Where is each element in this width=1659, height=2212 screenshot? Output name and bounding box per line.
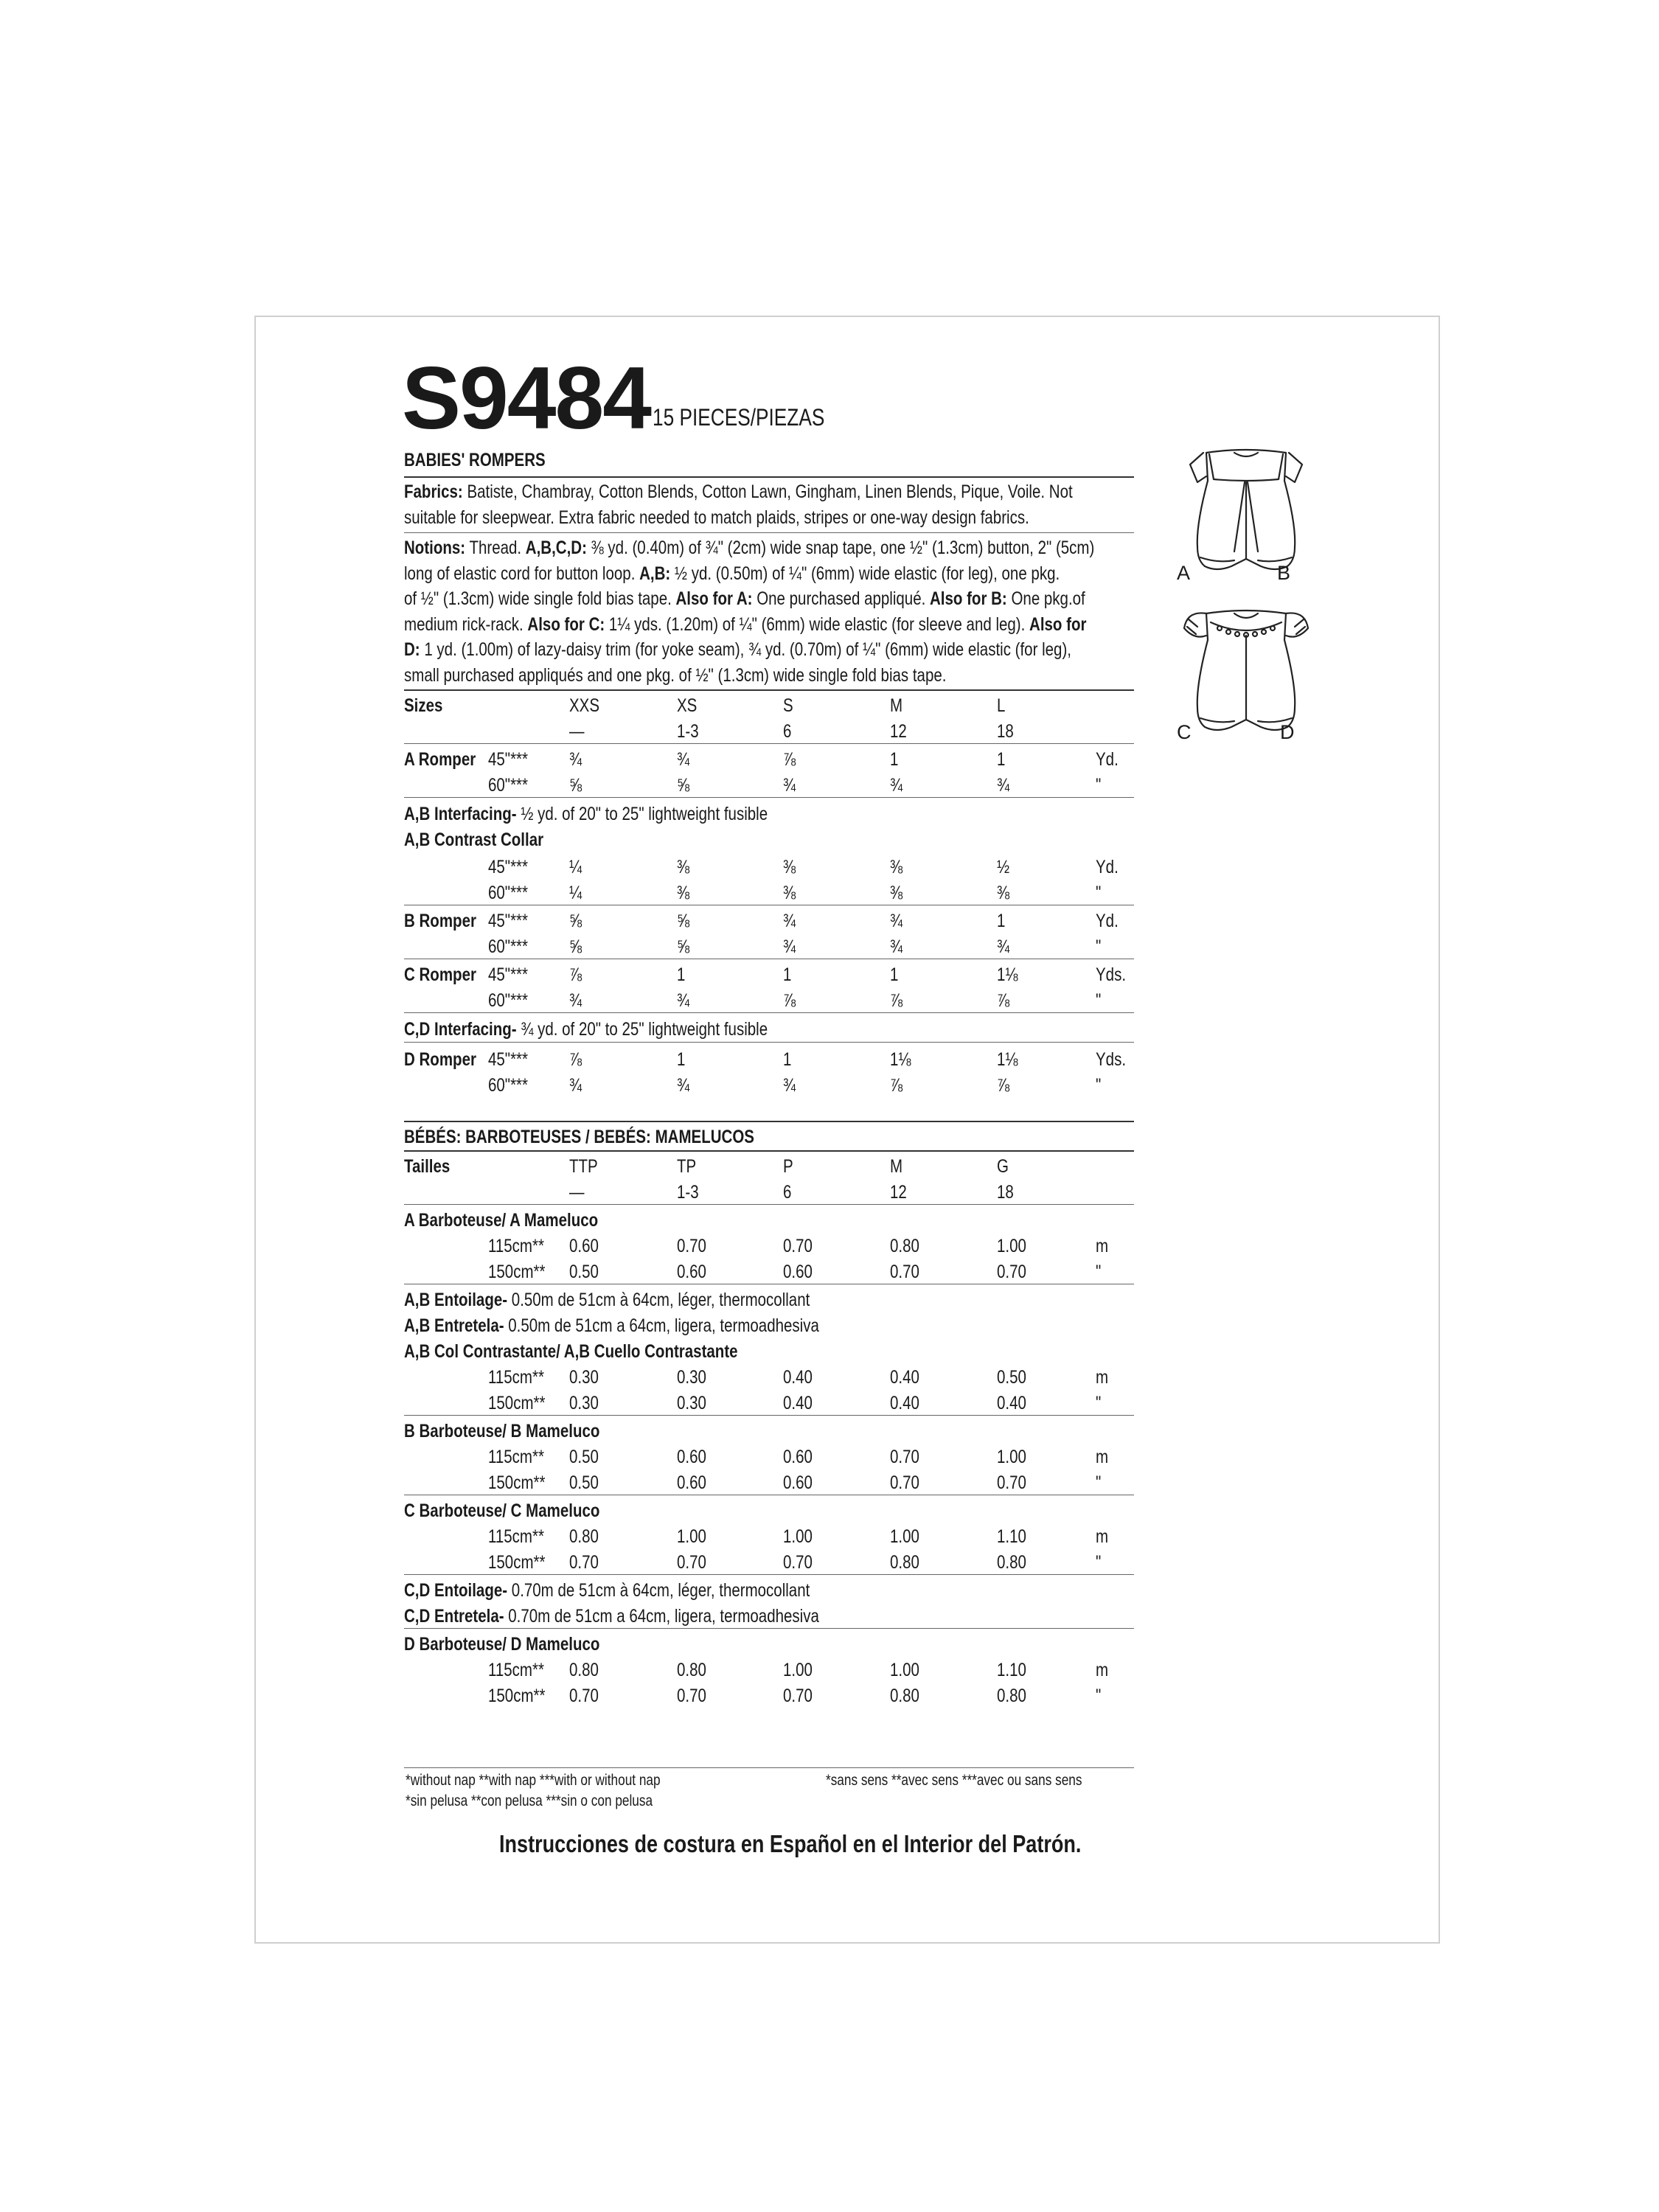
table-cell: ¾ (783, 936, 796, 957)
table-cell: ¾ (783, 911, 796, 931)
table-cell: ¾ (997, 775, 1010, 796)
fabric-width: 150cm** (488, 1393, 546, 1413)
table-cell: 1.00 (997, 1447, 1026, 1467)
divider (404, 476, 1134, 478)
fabric-width: 45"*** (488, 911, 529, 931)
table-cell: 0.60 (677, 1447, 706, 1467)
table-cell: ⅝ (677, 775, 690, 796)
table-cell: 1 (783, 1049, 792, 1070)
fabric-width: 115cm** (488, 1660, 544, 1680)
age-header: 1-3 (677, 1182, 699, 1203)
table-cell: 0.70 (677, 1686, 706, 1706)
table-cell: ⅞ (569, 964, 582, 985)
fabric-width: 115cm** (488, 1367, 544, 1388)
table-cell: ⅜ (890, 857, 903, 877)
table-cell: 1.10 (997, 1526, 1026, 1547)
table-cell: 0.40 (890, 1393, 919, 1413)
table-cell: 1 (783, 964, 792, 985)
ab-entoilage-text: 0.50m de 51cm à 64cm, léger, thermocollant (507, 1290, 810, 1310)
divider (404, 1204, 1134, 1205)
fabric-width: 150cm** (488, 1686, 546, 1706)
divider (404, 532, 1134, 533)
table-cell: 0.60 (783, 1472, 813, 1493)
table-cell: 0.60 (783, 1447, 813, 1467)
table-cell: 1.00 (783, 1660, 813, 1680)
ab-contrast-collar-label: A,B Contrast Collar (404, 830, 544, 850)
view-illustrations (1158, 437, 1335, 746)
divider (404, 689, 1134, 691)
cd-entoilage (404, 1582, 810, 1600)
table-cell: 0.50 (569, 1472, 599, 1493)
table-cell: 0.70 (783, 1686, 813, 1706)
unit-label: m (1096, 1660, 1109, 1680)
cd-interfacing (404, 1020, 768, 1039)
age-header: 1-3 (677, 721, 699, 742)
table-cell: 0.70 (677, 1552, 706, 1573)
table-cell: 0.30 (677, 1367, 706, 1388)
size-header: M (890, 1156, 903, 1177)
table-cell: 1.00 (677, 1526, 706, 1547)
age-header: 18 (997, 721, 1014, 742)
table-cell: 0.80 (569, 1526, 599, 1547)
view-a-metric-label: A Barboteuse/ A Mameluco (404, 1210, 599, 1231)
table-cell: ⅞ (890, 990, 903, 1011)
table-cell: 1.00 (890, 1526, 919, 1547)
metric-table-title: BÉBÉS: BARBOTEUSES / BEBÉS: MAMELUCOS (404, 1127, 754, 1147)
size-header: XXS (569, 695, 600, 716)
table-cell: ¾ (890, 911, 903, 931)
table-cell: ¾ (677, 1075, 690, 1096)
table-cell: ¾ (569, 990, 582, 1011)
age-header: 6 (783, 1182, 792, 1203)
table-cell: 0.80 (997, 1552, 1026, 1573)
table-cell: 1⅛ (997, 1049, 1018, 1070)
ab-interfacing-label: A,B Interfacing- (404, 804, 517, 824)
table-cell: ⅜ (783, 857, 796, 877)
table-cell: ⅞ (890, 1075, 903, 1096)
table-cell: 0.40 (890, 1367, 919, 1388)
table-cell: 0.70 (783, 1236, 813, 1256)
table-cell: ⅞ (783, 990, 796, 1011)
divider (404, 743, 1134, 744)
table-cell: 1⅛ (890, 1049, 911, 1070)
table-cell: ⅜ (783, 883, 796, 903)
divider (404, 1042, 1134, 1043)
table-cell: ⅞ (569, 1049, 582, 1070)
view-b-metric-label: B Barboteuse/ B Mameluco (404, 1421, 600, 1441)
divider (404, 1121, 1134, 1122)
cd-interfacing-label: C,D Interfacing- (404, 1019, 517, 1040)
table-cell: 0.70 (569, 1552, 599, 1573)
table-cell: 0.80 (677, 1660, 706, 1680)
table-cell: ¾ (677, 990, 690, 1011)
ab-entoilage-label: A,B Entoilage- (404, 1290, 508, 1310)
table-cell: 1 (997, 749, 1006, 770)
age-header: 12 (890, 721, 907, 742)
table-cell: 0.80 (890, 1236, 919, 1256)
table-cell: 0.80 (890, 1552, 919, 1573)
fabric-width: 60"*** (488, 775, 529, 796)
divider (404, 1150, 1134, 1152)
cd-entretela-text: 0.70m de 51cm a 64cm, ligera, termoadhesiva (504, 1606, 819, 1627)
footnote-spanish: *sin pelusa **con pelusa ***sin o con pelusa (406, 1792, 653, 1809)
unit-label: Yds. (1096, 1049, 1127, 1070)
view-c-romper-label: C Romper (404, 964, 476, 985)
view-a-romper-label: A Romper (404, 749, 476, 770)
divider (404, 1628, 1134, 1629)
table-cell: ⅞ (783, 749, 796, 770)
fabric-width: 60"*** (488, 883, 529, 903)
table-cell: ⅞ (997, 990, 1010, 1011)
sizes-label: Sizes (404, 695, 443, 716)
view-c-metric-label: C Barboteuse/ C Mameluco (404, 1500, 600, 1521)
table-cell: ⅞ (997, 1075, 1010, 1096)
unit-label: " (1096, 1472, 1102, 1493)
size-header: G (997, 1156, 1009, 1177)
table-cell: 0.80 (997, 1686, 1026, 1706)
view-label-c: C (1177, 721, 1192, 743)
unit-label: Yds. (1096, 964, 1127, 985)
table-cell: ¼ (569, 857, 582, 877)
size-header: M (890, 695, 903, 716)
cd-entoilage-text: 0.70m de 51cm à 64cm, léger, thermocollant (507, 1580, 810, 1601)
view-label-d: D (1280, 721, 1295, 743)
view-d-metric-label: D Barboteuse/ D Mameluco (404, 1634, 600, 1655)
table-cell: 0.40 (997, 1393, 1026, 1413)
table-cell: 0.40 (783, 1393, 813, 1413)
table-cell: 0.80 (569, 1660, 599, 1680)
ab-interfacing-text: ½ yd. of 20" to 25" lightweight fusible (516, 804, 768, 824)
table-cell: 0.70 (997, 1262, 1026, 1282)
table-cell: ¾ (890, 775, 903, 796)
fabric-width: 115cm** (488, 1236, 544, 1256)
table-cell: 1 (890, 749, 899, 770)
pattern-number: S9484 (402, 349, 650, 448)
cd-interfacing-text: ¾ yd. of 20" to 25" lightweight fusible (516, 1019, 768, 1040)
table-cell: 0.30 (569, 1367, 599, 1388)
unit-label: " (1096, 1075, 1102, 1096)
unit-label: " (1096, 1686, 1102, 1706)
unit-label: Yd. (1096, 749, 1119, 770)
table-cell: 0.70 (890, 1262, 919, 1282)
table-cell: ⅜ (997, 883, 1010, 903)
table-cell: ¼ (569, 883, 582, 903)
ab-entoilage (404, 1291, 810, 1310)
table-cell: 0.70 (890, 1447, 919, 1467)
unit-label: " (1096, 1393, 1102, 1413)
fabric-width: 150cm** (488, 1552, 546, 1573)
fabric-width: 150cm** (488, 1472, 546, 1493)
table-cell: 1 (677, 964, 686, 985)
ab-entretela-label: A,B Entretela- (404, 1315, 504, 1336)
table-cell: ⅜ (890, 883, 903, 903)
footnote-english: *without nap **with nap ***with or without nap (406, 1772, 661, 1789)
table-cell: ⅝ (569, 936, 582, 957)
fabric-width: 60"*** (488, 936, 529, 957)
fabric-width: 45"*** (488, 1049, 529, 1070)
notions-paragraph: Notions: Thread. A,B,C,D: ⅜ yd. (0.40m) of ¾" (2cm) wide snap tape, one ½" (1.3cm) button, 2" (5cm) long of elastic cord for button loop. A,B: ½ yd. (0.50m) of ¼" (6mm) wide elastic (for leg), one pkg. of ½" (1.3cm) wide single fold bias tape. Also for A: One purchased appliqué. Also for B: One pkg.of medium rick-rack. Also for C: 1¼ yds. (1.20m) of ¼" (6mm) wide elastic (for sleeve and leg). Also for D: 1 yd. (1.00m) of lazy-daisy trim (for yoke seam), ¾ yd. (0.70m) of ¼" (6mm) wide elastic (for leg), small purchased appliqués and one pkg. of ½" (1.3cm) wide single fold bias tape. (404, 538, 1095, 686)
table-cell: 1 (677, 1049, 686, 1070)
table-cell: 0.60 (783, 1262, 813, 1282)
age-header: 12 (890, 1182, 907, 1203)
size-header: TTP (569, 1156, 598, 1177)
table-cell: 1.10 (997, 1660, 1026, 1680)
size-header: L (997, 695, 1006, 716)
fabric-width: 45"*** (488, 749, 529, 770)
ab-interfacing (404, 805, 768, 824)
fabric-width: 150cm** (488, 1262, 546, 1282)
table-cell: ¾ (783, 1075, 796, 1096)
unit-label: " (1096, 1262, 1102, 1282)
unit-label: " (1096, 883, 1102, 903)
table-cell: ⅝ (677, 911, 690, 931)
footnote-french: *sans sens **avec sens ***avec ou sans sens (826, 1772, 1082, 1789)
table-cell: 0.50 (569, 1262, 599, 1282)
table-cell: 1.00 (783, 1526, 813, 1547)
size-header: S (783, 695, 793, 716)
romper-a-b-drawing (1190, 450, 1302, 569)
table-cell: ⅜ (677, 857, 690, 877)
table-cell: 0.40 (783, 1367, 813, 1388)
unit-label: " (1096, 775, 1102, 796)
table-cell: ¾ (569, 749, 582, 770)
cd-entretela-label: C,D Entretela- (404, 1606, 504, 1627)
table-cell: 0.70 (997, 1472, 1026, 1493)
pattern-title: BABIES' ROMPERS (404, 450, 546, 470)
divider (404, 797, 1134, 798)
unit-label: " (1096, 990, 1102, 1011)
table-cell: ¾ (677, 749, 690, 770)
table-cell: 0.60 (677, 1472, 706, 1493)
piece-count: 15 PIECES/PIEZAS (653, 404, 825, 431)
table-cell: ¾ (997, 936, 1010, 957)
table-cell: 1.00 (997, 1236, 1026, 1256)
size-header: XS (677, 695, 698, 716)
divider (404, 1767, 1134, 1768)
fabric-width: 60"*** (488, 1075, 529, 1096)
table-cell: ⅝ (569, 775, 582, 796)
table-cell: 1⅛ (997, 964, 1018, 985)
table-cell: 0.70 (783, 1552, 813, 1573)
table-cell: ½ (997, 857, 1010, 877)
table-cell: 1 (890, 964, 899, 985)
view-d-romper-label: D Romper (404, 1049, 476, 1070)
unit-label: " (1096, 936, 1102, 957)
ab-col-contrastante-label: A,B Col Contrastante/ A,B Cuello Contrastante (404, 1341, 738, 1362)
table-cell: ⅝ (569, 911, 582, 931)
fabric-width: 115cm** (488, 1526, 544, 1547)
divider (404, 1415, 1134, 1416)
age-header: — (569, 721, 585, 742)
unit-label: Yd. (1096, 911, 1119, 931)
table-cell: ¾ (569, 1075, 582, 1096)
unit-label: m (1096, 1236, 1109, 1256)
table-cell: 0.80 (890, 1686, 919, 1706)
ab-entretela-text: 0.50m de 51cm a 64cm, ligera, termoadhesiva (504, 1315, 819, 1336)
table-cell: ⅝ (677, 936, 690, 957)
unit-label: Yd. (1096, 857, 1119, 877)
table-cell: 1.00 (890, 1660, 919, 1680)
table-cell: 0.70 (677, 1236, 706, 1256)
divider (404, 1012, 1134, 1013)
fabric-width: 45"*** (488, 964, 529, 985)
table-cell: 0.50 (997, 1367, 1026, 1388)
table-cell: 1 (997, 911, 1006, 931)
table-cell: 0.70 (890, 1472, 919, 1493)
unit-label: m (1096, 1526, 1109, 1547)
table-cell: ¾ (890, 936, 903, 957)
divider (404, 1574, 1134, 1575)
romper-c-d-drawing (1184, 611, 1308, 730)
table-cell: 0.60 (677, 1262, 706, 1282)
table-cell: 0.60 (569, 1236, 599, 1256)
table-cell: ⅜ (677, 883, 690, 903)
spanish-instructions-note: Instrucciones de costura en Español en el Interior del Patrón. (499, 1830, 1082, 1857)
ab-entretela (404, 1317, 819, 1335)
view-label-a: A (1177, 562, 1191, 584)
table-cell: ¾ (783, 775, 796, 796)
unit-label: m (1096, 1447, 1109, 1467)
cd-entretela (404, 1607, 819, 1626)
table-cell: 0.70 (569, 1686, 599, 1706)
cd-entoilage-label: C,D Entoilage- (404, 1580, 508, 1601)
fabric-width: 45"*** (488, 857, 529, 877)
age-header: — (569, 1182, 585, 1203)
unit-label: " (1096, 1552, 1102, 1573)
age-header: 18 (997, 1182, 1014, 1203)
fabric-width: 115cm** (488, 1447, 544, 1467)
size-header: TP (677, 1156, 697, 1177)
table-cell: 0.30 (677, 1393, 706, 1413)
view-b-romper-label: B Romper (404, 911, 476, 931)
table-cell: 0.50 (569, 1447, 599, 1467)
age-header: 6 (783, 721, 792, 742)
fabrics-paragraph: Fabrics: Batiste, Chambray, Cotton Blends, Cotton Lawn, Gingham, Linen Blends, Pique, Voile. Not suitable for sleepwear. Extra fabric needed to match plaids, stripes or one-way design fabrics. (404, 481, 1073, 528)
table-cell: 0.30 (569, 1393, 599, 1413)
tailles-label: Tailles (404, 1156, 451, 1177)
unit-label: m (1096, 1367, 1109, 1388)
fabric-width: 60"*** (488, 990, 529, 1011)
size-header: P (783, 1156, 793, 1177)
view-label-b: B (1277, 562, 1291, 584)
